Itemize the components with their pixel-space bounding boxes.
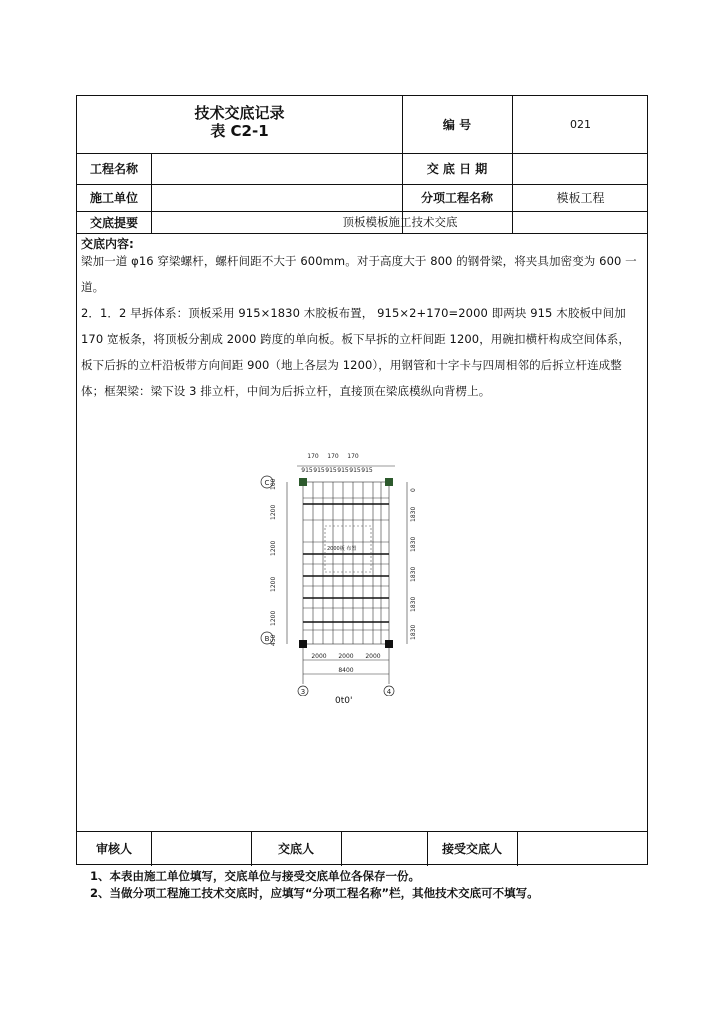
column [385,478,393,486]
inner-note: 2000板 布置 [327,546,357,552]
top-dim-label: 170 [327,453,339,460]
top-dim-label: 915 [325,467,337,474]
summary-label: 交底提要 [89,215,138,230]
reviewer-field[interactable] [151,831,251,866]
project-name-label: 工程名称 [89,162,138,176]
summary-field[interactable]: 顶板模板施工技术交底 [342,215,458,229]
form-title [77,104,402,140]
date-field[interactable] [512,153,649,184]
form-title-main: 技术交底记录 [194,104,285,122]
receiver-label: 接受交底人 [441,842,502,856]
top-dim-label: 915 [301,467,313,474]
footnote: 2、当做分项工程施工技术交底时，应填写“分项工程名称”栏，其他技术交底可不填写。 [90,886,539,900]
content-label: 交底内容: [81,236,134,251]
project-name-field[interactable] [151,153,402,184]
right-dim-label: 0 [410,488,417,492]
left-dim-label: 450 [270,634,277,646]
left-dim-label: 1200 [270,610,277,626]
right-dim-label: 1830 [410,506,417,522]
content-paragraph: 2．1．2 早拆体系：顶板采用 915×1830 木胶板布置， 915×2+170=2000 即两块 915 木胶板中间加 170 宽板条，将顶板分割成 2000 跨度的单向板。板下早拆的立杆间距 1200，用碗扣横杆构成空间体系，板下后拆的立杆沿板带方向间距 900（地上各层为 1200），用钢管和十字卡与四周相邻的后拆立杆连成整体；框架梁：梁下设 3 排立杆，中间为后拆立杆，直接顶在梁底模纵向背楞上。 [81,306,630,398]
sub-project-field[interactable]: 模板工程 [556,191,605,205]
row-divider [77,233,647,234]
sub-project-label: 分项工程名称 [420,191,493,205]
content-paragraph: 梁加一道 φ16 穿梁螺杆，螺杆间距不大于 600mm。对于高度大于 800 的钢骨梁，将夹具加密变为 600 一道。 [81,254,637,294]
total-width-label: 8400 [338,667,354,674]
axis-label: C [264,479,270,487]
column [299,640,307,648]
discloser-label: 交底人 [277,842,314,856]
top-dim-label: 170 [347,453,359,460]
left-dim-label: 100 [270,478,277,490]
record-form [76,95,648,865]
discloser-field[interactable] [341,831,427,866]
right-dim-label: 1830 [410,596,417,612]
top-dim-label: 915 [313,467,325,474]
axis-label: B [264,635,270,643]
date-label: 交 底 日 期 [426,162,488,176]
top-dim-label: 915 [361,467,373,474]
axis-label: 3 [300,688,306,696]
form-title-code: 表 C2-1 [210,122,269,140]
bottom-dim-label: 2000 [338,653,354,660]
contractor-label: 施工单位 [89,191,138,205]
top-dim-label: 915 [349,467,361,474]
number-value[interactable]: 021 [570,118,591,131]
slab-outline [303,482,389,644]
footnotes [90,868,539,902]
formwork-drawing [257,446,437,696]
column [385,640,393,648]
left-dim-label: 1200 [270,540,277,556]
right-dim-label: 1830 [410,624,417,640]
content-body [81,248,639,404]
top-dim-label: 170 [307,453,319,460]
axis-label: 4 [386,688,392,696]
column [299,478,307,486]
footnote: 1、本表由施工单位填写，交底单位与接受交底单位各保存一份。 [90,869,420,883]
drawing-caption: 0t0' [335,696,353,706]
right-dim-label: 1830 [410,536,417,552]
left-dim-label: 1200 [270,576,277,592]
bottom-dim-label: 2000 [311,653,327,660]
right-dim-label: 1830 [410,566,417,582]
receiver-field[interactable] [517,831,649,866]
reviewer-label: 审核人 [95,842,132,856]
number-label: 编 号 [442,118,472,132]
contractor-field[interactable] [151,184,402,211]
top-dim-label: 915 [337,467,349,474]
bottom-dim-label: 2000 [365,653,381,660]
left-dim-label: 1200 [270,504,277,520]
